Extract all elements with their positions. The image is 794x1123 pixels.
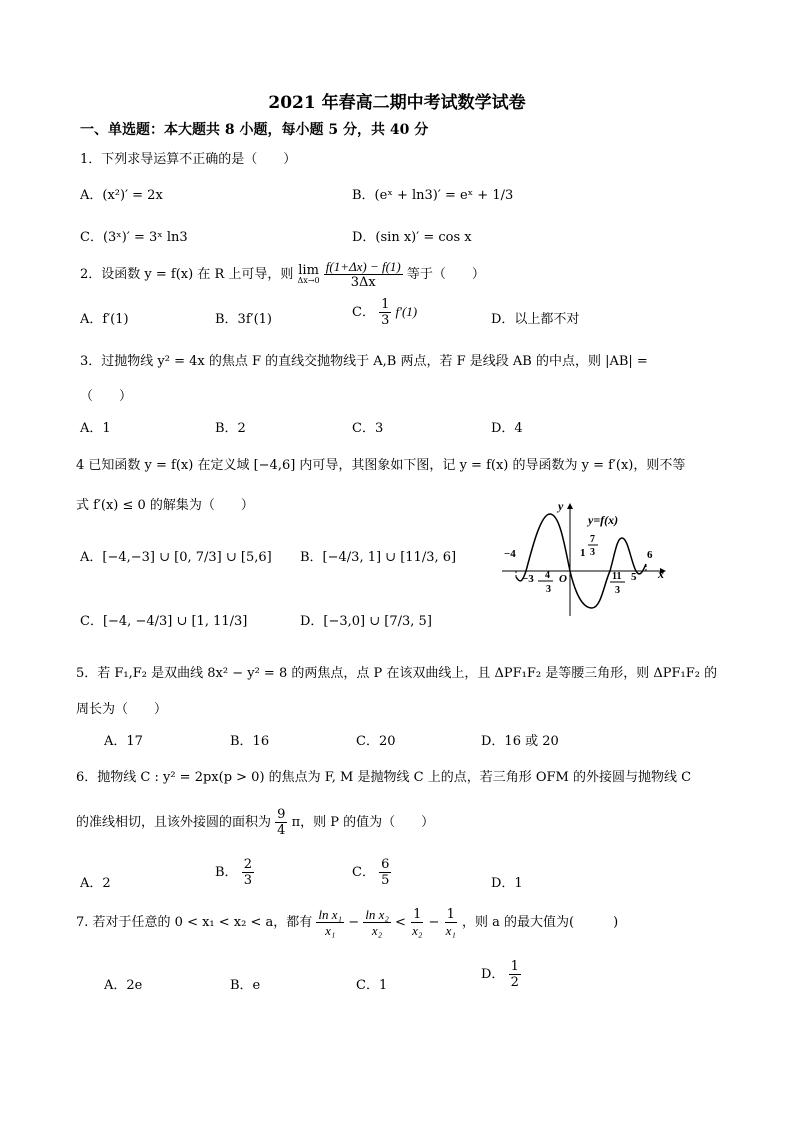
- question-2-limit: [298, 264, 320, 285]
- option-d-fraction: [509, 960, 521, 989]
- question-6-stem-b1: 的准线相切，且该外接圆的面积为: [76, 815, 272, 830]
- tick-minus-3: −3: [522, 573, 534, 585]
- question-5-option-b: B．16: [230, 734, 270, 749]
- question-3-paren: （ ）: [80, 389, 133, 404]
- question-1-option-b: B．(eˣ + ln3)′ = eˣ + 1/3: [352, 188, 514, 203]
- fraction-numerator: ln x₁: [318, 907, 343, 922]
- question-2-option-a: A．f′(1): [80, 312, 129, 327]
- tick-minus-4: −4: [504, 548, 516, 560]
- question-3-stem: 3．过抛物线 y² = 4x 的焦点 F 的直线交抛物线于 A,B 两点，若 F 是线段 AB 的中点，则 |AB| =: [80, 354, 648, 369]
- fraction-denominator: x₁: [325, 923, 336, 938]
- page-title: 2021 年春高二期中考试数学试卷: [268, 93, 526, 113]
- q7-fraction-2: [363, 908, 391, 937]
- fraction-numerator: f(1+Δx) − f(1): [325, 259, 401, 274]
- fraction-numerator: 2: [243, 857, 252, 872]
- option-c-prefix: C．: [352, 305, 375, 320]
- tick-1: 1: [580, 547, 586, 559]
- question-4-stem-line-2: 式 f′(x) ≤ 0 的解集为（ ）: [76, 498, 254, 513]
- tick-5: 5: [631, 571, 637, 583]
- question-7-option-c: C．1: [356, 978, 388, 993]
- function-graph: [500, 498, 675, 618]
- fraction-denominator: 3: [381, 313, 390, 328]
- question-2-stem-a: 2．设函数 y = f(x) 在 R 上可导，则: [80, 267, 294, 282]
- limit-subscript: Δx→0: [297, 276, 320, 285]
- option-c-prefix: C．: [352, 865, 375, 880]
- question-5-stem-line-2: 周长为（ ）: [76, 702, 168, 717]
- question-2-stem-b: 等于（ ）: [406, 267, 485, 282]
- option-b-fraction: [242, 858, 254, 887]
- question-6-option-a: A．2: [80, 876, 111, 891]
- question-3-option-b: B．2: [215, 421, 246, 436]
- question-1-stem: 1．下列求导运算不正确的是（ ）: [80, 152, 297, 167]
- question-4-option-b: B．[−4/3, 1] ∪ [11/3, 6]: [300, 550, 457, 565]
- fraction-numerator: 1: [446, 907, 455, 922]
- question-4-option-a: A．[−4,−3] ∪ [0, 7/3] ∪ [5,6]: [80, 550, 272, 565]
- question-5-option-a: A．17: [104, 734, 143, 749]
- graph-y-label: y: [558, 499, 564, 513]
- option-c-fraction: [379, 858, 391, 887]
- tick-minus-4-3-num: 4: [545, 570, 550, 581]
- section-heading: 一、单选题：本大题共 8 小题，每小题 5 分，共 40 分: [80, 122, 429, 138]
- limit-text: lim: [298, 263, 319, 278]
- question-5-stem-line-1: 5．若 F₁,F₂ 是双曲线 8x² − y² = 8 的两焦点，点 P 在该双曲线上，且 ΔPF₁F₂ 是等腰三角形，则 ΔPF₁F₂ 的: [76, 666, 718, 681]
- question-7-option-a: A．2e: [104, 978, 143, 993]
- question-7-option-b: B．e: [230, 978, 261, 993]
- question-6-option-b: [215, 858, 254, 887]
- question-4-option-d: D．[−3,0] ∪ [7/3, 5]: [300, 614, 432, 629]
- graph-origin-label: O: [559, 573, 567, 585]
- question-6-area-fraction: [275, 808, 287, 837]
- fraction-numerator: 1: [381, 297, 390, 312]
- fraction-denominator: 3: [243, 873, 252, 888]
- question-6-stem-line-2: [76, 808, 434, 837]
- tick-minus-4-3-den: 3: [546, 584, 551, 595]
- q7-fraction-3: [410, 908, 424, 937]
- graph-x-label: x: [658, 567, 664, 581]
- question-3-option-d: D．4: [491, 421, 523, 436]
- question-5-option-c: C．20: [356, 734, 396, 749]
- question-6-stem-line-1: 6．抛物线 C : y² = 2px(p > 0) 的焦点为 F, M 是抛物线 C 上的点，若三角形 OFM 的外接圆与抛物线 C: [76, 770, 692, 785]
- question-7-stem-b: ，则 a 的最大值为( ): [462, 915, 619, 930]
- question-7-stem: [76, 908, 618, 937]
- function-curve: [516, 514, 646, 608]
- question-7-option-d: [481, 960, 521, 989]
- question-2-stem: [80, 260, 485, 289]
- fraction-denominator: 4: [277, 823, 286, 838]
- option-c-fraction: [379, 298, 391, 327]
- question-3-option-a: A．1: [80, 421, 111, 436]
- q7-minus-2: −: [428, 915, 440, 930]
- question-1-option-d: D．(sin x)′ = cos x: [352, 230, 472, 245]
- fraction-numerator: 1: [413, 907, 422, 922]
- question-1-option-c: C．(3ˣ)′ = 3ˣ ln3: [80, 230, 188, 245]
- tick-11-3-den: 3: [615, 585, 620, 596]
- question-2-fraction: [324, 260, 403, 289]
- question-7-stem-a: 7. 若对于任意的 0 < x₁ < x₂ < a，都有: [76, 915, 313, 930]
- q7-minus-1: −: [348, 915, 360, 930]
- fraction-numerator: 6: [381, 857, 390, 872]
- question-6-option-d: D．1: [491, 876, 523, 891]
- option-b-prefix: B．: [215, 865, 238, 880]
- tick-11-3-num: 11: [612, 571, 622, 582]
- fraction-denominator: x₂: [412, 923, 423, 938]
- tick-6: 6: [647, 549, 653, 561]
- question-3-option-c: C．3: [352, 421, 384, 436]
- question-5-option-d: D．16 或 20: [481, 734, 559, 749]
- fraction-numerator: 9: [277, 807, 286, 822]
- tick-7-3-num: 7: [590, 534, 595, 545]
- question-1-option-a: A．(x²)′ = 2x: [80, 188, 163, 203]
- fraction-denominator: x₁: [445, 923, 456, 938]
- question-6-stem-b2: π，则 P 的值为（ ）: [291, 815, 435, 830]
- question-4-option-c: C．[−4, −4/3] ∪ [1, 11/3]: [80, 614, 248, 629]
- tick-7-3-den: 3: [590, 547, 595, 558]
- fraction-denominator: 2: [510, 975, 519, 990]
- question-6-option-c: [352, 858, 391, 887]
- fraction-numerator: 1: [510, 959, 519, 974]
- q7-fraction-1: [316, 908, 344, 937]
- fraction-denominator: 3Δx: [350, 275, 376, 290]
- fraction-numerator: ln x₂: [365, 907, 389, 922]
- option-c-suffix: f′(1): [395, 304, 418, 319]
- q7-fraction-4: [444, 908, 458, 937]
- question-4-stem-line-1: 4 已知函数 y = f(x) 在定义域 [−4,6] 内可导，其图象如下图，记 y = f(x) 的导函数为 y = f′(x)，则不等: [76, 458, 686, 473]
- question-2-option-d: D．以上都不对: [491, 312, 580, 327]
- question-2-option-b: B．3f′(1): [215, 312, 273, 327]
- option-d-prefix: D．: [481, 967, 505, 982]
- question-2-option-c: [352, 298, 417, 327]
- fraction-denominator: 5: [381, 873, 390, 888]
- q7-less-than: <: [395, 915, 406, 930]
- fraction-denominator: x₂: [371, 923, 383, 938]
- graph-function-label: y=f(x): [588, 513, 619, 527]
